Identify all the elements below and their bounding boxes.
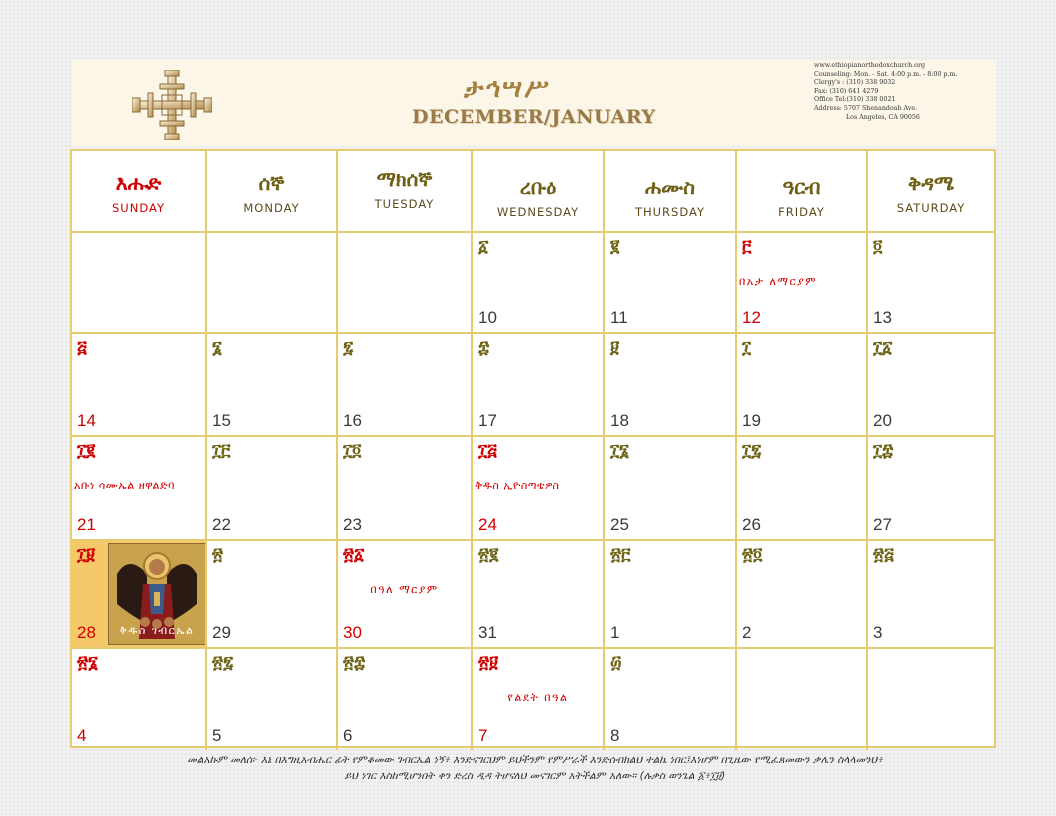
date-cell-highlighted bbox=[72, 541, 207, 649]
date-cell-empty bbox=[737, 649, 868, 750]
feast-label: በአታ ለማርያም bbox=[739, 275, 818, 288]
gregorian-date: 5 bbox=[212, 726, 222, 745]
ethiopian-date: ፲፫ bbox=[212, 441, 231, 461]
ethiopian-date: ፲፬ bbox=[343, 441, 362, 461]
gregorian-date: 22 bbox=[212, 515, 231, 534]
day-header-wednesday bbox=[473, 151, 605, 233]
gregorian-date: 26 bbox=[742, 515, 761, 534]
ethiopian-date: ፲፱ bbox=[77, 545, 96, 565]
ethiopian-date: ፲፰ bbox=[873, 441, 894, 461]
feast-label: አቡነ ሳሙኤል ዘዋልድባ bbox=[74, 479, 175, 492]
contact-counseling: Counseling: Mon. - Sat. 4:00 p.m. - 8:00 p.m. bbox=[814, 70, 958, 78]
ethiopian-date: ፳ bbox=[212, 545, 223, 565]
day-name-amharic: ረቡዕ bbox=[519, 175, 557, 199]
gregorian-date: 8 bbox=[610, 726, 620, 745]
gregorian-date: 24 bbox=[478, 515, 497, 534]
ethiopian-date: ፳፰ bbox=[343, 653, 366, 673]
gregorian-date: 31 bbox=[478, 623, 497, 642]
gregorian-date: 23 bbox=[343, 515, 362, 534]
contact-clergy-phone: Clergy's : (310) 338 9032 bbox=[814, 79, 896, 87]
ethiopian-date: ፴ bbox=[610, 653, 622, 673]
contact-website: www.ethiopianorthodoxchurch.org bbox=[814, 62, 926, 69]
date-cell bbox=[868, 437, 994, 541]
calendar-grid bbox=[70, 149, 996, 748]
ethiopian-date: ፲ bbox=[742, 338, 752, 358]
ethiopian-date: ፳፬ bbox=[742, 545, 763, 565]
ethiopian-date: ፲፪ bbox=[77, 441, 96, 461]
day-header-sunday bbox=[72, 151, 207, 233]
gregorian-date: 18 bbox=[610, 411, 629, 430]
day-name-amharic: ዓርብ bbox=[782, 175, 821, 199]
contact-address: Address: 5707 Shenandoah Ave. bbox=[814, 104, 918, 112]
day-name-english: FRIDAY bbox=[778, 205, 825, 219]
feast-label: ቅዱስ ኢዮስጣቴዎስ bbox=[475, 479, 560, 492]
day-name-english: SATURDAY bbox=[896, 201, 966, 215]
day-header-monday bbox=[207, 151, 338, 233]
ethiopian-cross-icon bbox=[132, 70, 212, 140]
date-cell bbox=[72, 334, 207, 437]
ethiopian-date: ፮ bbox=[212, 338, 222, 358]
gregorian-date: 13 bbox=[873, 308, 892, 327]
date-cell bbox=[338, 334, 473, 437]
gregorian-date: 27 bbox=[873, 515, 892, 534]
month-title-amharic: ታኅሣሥ bbox=[464, 74, 551, 104]
gregorian-date: 14 bbox=[77, 411, 96, 430]
day-name-amharic: ማክሰኞ bbox=[376, 167, 433, 191]
day-header-saturday bbox=[868, 151, 994, 233]
date-cell bbox=[605, 541, 737, 649]
day-name-english: THURSDAY bbox=[634, 205, 706, 219]
date-cell-empty bbox=[207, 233, 338, 334]
day-name-english: WEDNESDAY bbox=[496, 205, 580, 219]
scripture-line-2: ይህ ነገር እስከሚሆንበት ቀን ድረስ ዲዳ ትሆናለህ መናገርም አትችልም አለው። (ሉቃስ ወንጌል ፩፥፲፱) bbox=[344, 770, 726, 782]
gregorian-date: 11 bbox=[610, 308, 628, 327]
date-cell bbox=[207, 437, 338, 541]
gregorian-date: 20 bbox=[873, 411, 892, 430]
day-header-friday bbox=[737, 151, 868, 233]
date-cell-empty bbox=[338, 233, 473, 334]
date-cell bbox=[605, 437, 737, 541]
ethiopian-date: ፳፭ bbox=[873, 545, 894, 565]
date-cell bbox=[737, 334, 868, 437]
gregorian-date: 19 bbox=[742, 411, 761, 430]
date-cell bbox=[338, 541, 473, 649]
date-cell-empty bbox=[72, 233, 207, 334]
date-cell bbox=[737, 233, 868, 334]
day-name-amharic: እሑድ bbox=[115, 171, 162, 195]
date-cell bbox=[737, 541, 868, 649]
date-cell bbox=[207, 541, 338, 649]
ethiopian-date: ፳፮ bbox=[77, 653, 98, 673]
gregorian-date: 10 bbox=[478, 308, 497, 327]
gregorian-date: 2 bbox=[742, 623, 752, 642]
date-cell bbox=[473, 541, 605, 649]
gregorian-date: 1 bbox=[610, 623, 620, 642]
ethiopian-date: ፯ bbox=[343, 338, 354, 358]
ethiopian-date: ፰ bbox=[478, 338, 490, 358]
gregorian-date: 25 bbox=[610, 515, 629, 534]
date-cell bbox=[473, 233, 605, 334]
ethiopian-date: ፫ bbox=[742, 237, 752, 257]
gregorian-date: 12 bbox=[742, 308, 761, 327]
day-header-thursday bbox=[605, 151, 737, 233]
date-cell bbox=[473, 437, 605, 541]
contact-city: Los Angeles, CA 90056 bbox=[846, 113, 920, 121]
date-cell bbox=[473, 334, 605, 437]
ethiopian-date: ፳፫ bbox=[610, 545, 631, 565]
day-name-english: SUNDAY bbox=[112, 201, 165, 215]
feast-label: የልደት በዓል bbox=[507, 691, 569, 704]
contact-office-phone: Office Tel:(310) 338 0021 bbox=[814, 96, 896, 104]
ethiopian-date: ፲፮ bbox=[610, 441, 629, 461]
gregorian-date: 28 bbox=[77, 623, 96, 642]
date-cell bbox=[605, 334, 737, 437]
gregorian-date: 21 bbox=[77, 515, 96, 534]
date-cell bbox=[207, 334, 338, 437]
ethiopian-date: ፬ bbox=[873, 237, 883, 257]
ethiopian-date: ፳፱ bbox=[478, 653, 499, 673]
gregorian-date: 30 bbox=[343, 623, 362, 642]
day-name-amharic: ሐሙስ bbox=[645, 175, 695, 199]
gregorian-date: 3 bbox=[873, 623, 883, 642]
day-name-english: TUESDAY bbox=[374, 197, 435, 211]
gregorian-date: 16 bbox=[343, 411, 362, 430]
ethiopian-date: ፲፯ bbox=[742, 441, 762, 461]
gregorian-date: 29 bbox=[212, 623, 231, 642]
ethiopian-date: ፳፪ bbox=[478, 545, 499, 565]
contact-info bbox=[814, 62, 992, 122]
date-cell bbox=[72, 437, 207, 541]
month-title-english: DECEMBER/JANUARY bbox=[412, 106, 656, 128]
calendar-header bbox=[72, 60, 996, 146]
saint-gabriel-icon bbox=[108, 543, 206, 645]
day-name-amharic: ሰኞ bbox=[258, 171, 285, 195]
feast-label: በዓለ ማርያም bbox=[370, 583, 439, 596]
gregorian-date: 17 bbox=[478, 411, 497, 430]
gregorian-date: 4 bbox=[77, 726, 87, 745]
ethiopian-date: ፳፯ bbox=[212, 653, 234, 673]
ethiopian-date: ፱ bbox=[610, 338, 620, 358]
date-cell bbox=[338, 649, 473, 750]
ethiopian-date: ፳፩ bbox=[343, 545, 365, 565]
day-name-amharic: ቅዳሜ bbox=[907, 171, 955, 195]
scripture-footer bbox=[60, 752, 1010, 784]
ethiopian-date: ፭ bbox=[77, 338, 87, 358]
scripture-line-1: መልአኩም መለሰ፦ እኔ በእግዚአብሔር ፊት የምቆመው ገብርኤል ነኝ፥ እንድናገርህም ይህችንም የምሥራች እንድሰብክልህ ተልኬ ነበር፤እነሆም በጊዜው የሚፈጸመውን ቃሌን ስላላመንህ፥ bbox=[187, 754, 883, 766]
ethiopian-date: ፪ bbox=[610, 237, 620, 257]
date-cell bbox=[72, 649, 207, 750]
ethiopian-date: ፲፩ bbox=[873, 338, 893, 358]
date-cell bbox=[737, 437, 868, 541]
icon-caption: ቅዱስ ገብርኤል bbox=[119, 624, 195, 637]
date-cell bbox=[605, 649, 737, 750]
gregorian-date: 6 bbox=[343, 726, 353, 745]
ethiopian-date: ፩ bbox=[478, 237, 489, 257]
date-cell bbox=[605, 233, 737, 334]
date-cell bbox=[868, 334, 994, 437]
contact-fax: Fax: (310) 641 4279 bbox=[814, 87, 879, 95]
date-cell bbox=[338, 437, 473, 541]
gregorian-date: 15 bbox=[212, 411, 231, 430]
day-header-tuesday bbox=[338, 151, 473, 233]
date-cell-empty bbox=[868, 649, 994, 750]
ethiopian-date: ፲፭ bbox=[478, 441, 497, 461]
date-cell bbox=[868, 541, 994, 649]
date-cell bbox=[207, 649, 338, 750]
date-cell bbox=[473, 649, 605, 750]
gregorian-date: 7 bbox=[478, 726, 488, 745]
date-cell bbox=[868, 233, 994, 334]
day-name-english: MONDAY bbox=[243, 201, 300, 215]
